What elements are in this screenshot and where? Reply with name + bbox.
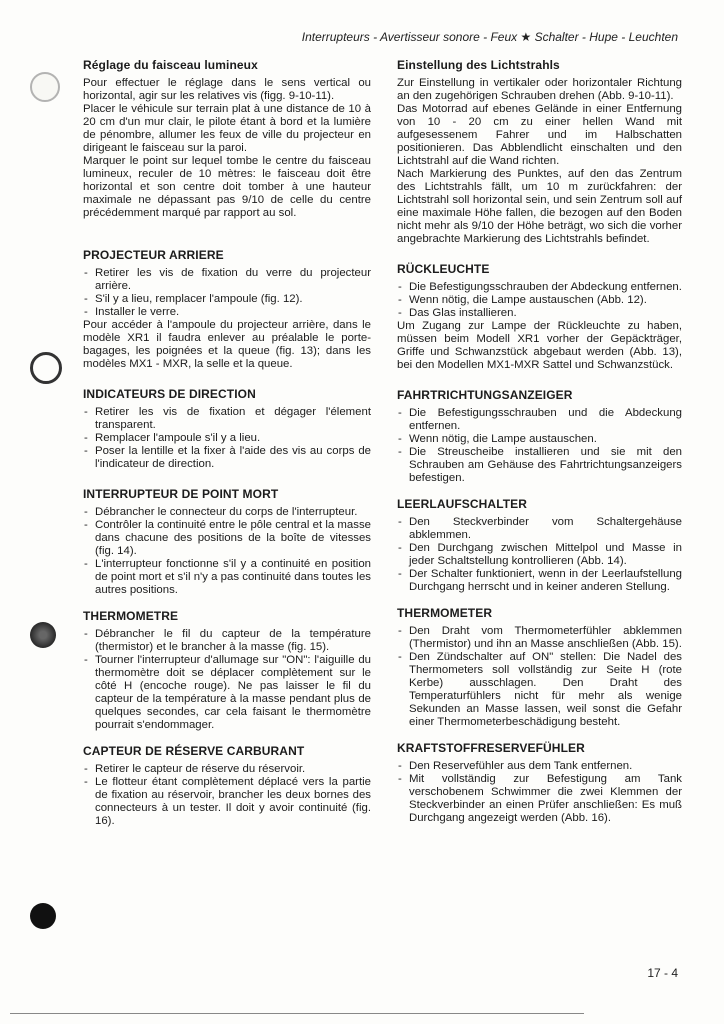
list-item: - Wenn nötig, die Lampe austauschen (Abb. 12).	[397, 294, 682, 307]
binder-hole-mark	[30, 903, 56, 929]
step-list	[83, 763, 371, 828]
section-rueckleuchte	[397, 262, 682, 372]
section-indicateurs-direction	[83, 387, 371, 471]
list-item: - Den Durchgang zwischen Mittelpol und Masse in jeder Schaltstellung kontrollieren (Abb. 14).	[397, 542, 682, 568]
step-list	[83, 506, 371, 597]
paragraph: Pour accéder à l'ampoule du projecteur arrière, dans le modèle XR1 il faudra enlever au préalable le porte-bagages, les poignées et la queue (fig. 13); dans les modèles MX1 - MXR, la selle et la queue.	[83, 319, 371, 370]
section-title: RÜCKLEUCHTE	[397, 262, 490, 276]
section-kraftstoffreservefuehler	[397, 741, 682, 825]
step-list	[397, 625, 682, 729]
paragraph: Marquer le point sur lequel tombe le centre du faisceau lumineux, reculer de 10 mètres: le faisceau doit être horizontal et son centre doit tomber à une hauteur maximale ne dépassant pas 9/10 de celle du centre précédemment marqué par rapport au sol.	[83, 155, 371, 219]
section-title: FAHRTRICHTUNGSANZEIGER	[397, 388, 573, 402]
german-column	[397, 58, 682, 825]
bottom-edge-line	[10, 1013, 584, 1014]
section-title: Einstellung des Lichtstrahls	[397, 58, 560, 72]
list-item: - Den Zündschalter auf ON" stellen: Die Nadel des Thermometers soll vollständig zur Seite H (rote Kerbe) ausschlagen. Den Draht des Temperaturfühlers nicht für mehr als wenige Sekunden an Masse lassen, weil sonst die Gefahr einer Thermometerbeschädigung besteht.	[397, 651, 682, 729]
list-item: - Mit vollständig zur Befestigung am Tank verschobenem Schwimmer die zwei Klemmen der Steckverbinder an einen Prüfer anschließen: Es muß Durchgang angezeigt werden (Abb. 16).	[397, 773, 682, 825]
section-fahrtrichtungsanzeiger	[397, 388, 682, 485]
list-item: - Die Befestigungsschrauben und die Abdeckung entfernen.	[397, 407, 682, 433]
section-title: THERMOMETER	[397, 606, 493, 620]
paragraph: Placer le véhicule sur terrain plat à une distance de 10 à 20 cm d'un mur clair, le pilote étant à bord et la lumière de pénombre, allumer les feux de ville du projecteur en dirigeant le faisceau sur la paroi.	[83, 103, 371, 154]
list-item: - Installer le verre.	[83, 306, 371, 319]
list-item: - Le flotteur étant complètement déplacé vers la partie de fixation au réservoir, brancher les deux bornes des connecteurs à un tester. Il doit y avoir continuité (fig. 16).	[83, 776, 371, 828]
list-item: - Retirer les vis de fixation du verre du projecteur arrière.	[83, 267, 371, 293]
binder-hole-mark	[30, 352, 62, 384]
section-title: INTERRUPTEUR DE POINT MORT	[83, 487, 279, 501]
section-title: INDICATEURS DE DIRECTION	[83, 387, 256, 401]
list-item: - Das Glas installieren.	[397, 307, 682, 320]
binder-hole-mark	[30, 72, 60, 102]
step-list	[397, 516, 682, 594]
section-title: Réglage du faisceau lumineux	[83, 58, 258, 72]
paragraph: Nach Markierung des Punktes, auf den das Zentrum des Lichtstrahls fällt, um 10 m zurückfahren: der Lichtstrahl soll horizontal sein, und sein Zentrum soll auf eine maximale Höhe fallen, die bezogen auf den Boden nicht mehr als 9/10 der Höhe beträgt, wo sich die vorher angebrachte Markierung des Lichtstrahls befindet.	[397, 168, 682, 245]
french-column	[83, 58, 371, 828]
list-item: - Contrôler la continuité entre le pôle central et la masse dans chacune des positions de la boîte de vitesses (fig. 14).	[83, 519, 371, 558]
list-item: - Remplacer l'ampoule s'il y a lieu.	[83, 432, 371, 445]
list-item: - Retirer le capteur de réserve du réservoir.	[83, 763, 371, 776]
page-number: 17 - 4	[647, 966, 678, 980]
list-item: - Débrancher le fil du capteur de la température (thermistor) et le brancher à la masse (fig. 15).	[83, 628, 371, 654]
section-title: THERMOMETRE	[83, 609, 179, 623]
step-list	[83, 406, 371, 471]
section-thermometer	[397, 606, 682, 729]
running-header: Interrupteurs - Avertisseur sonore - Feux ★ Schalter - Hupe - Leuchten	[301, 30, 678, 44]
section-thermometre	[83, 609, 371, 732]
section-title: PROJECTEUR ARRIERE	[83, 248, 224, 262]
list-item: - Den Draht vom Thermometerfühler abklemmen (Thermistor) und ihn an Masse anschließen (Abb. 15).	[397, 625, 682, 651]
step-list	[397, 407, 682, 485]
paragraph: Um Zugang zur Lampe der Rückleuchte zu haben, müssen beim Modell XR1 vorher der Gepäckträger, Griffe und Schwanzstück abgebaut werden (Abb. 13), bei den Modellen MX1-MXR Sattel und Schwanzstück.	[397, 320, 682, 371]
section-capteur-reserve	[83, 744, 371, 828]
list-item: - Wenn nötig, die Lampe austauschen.	[397, 433, 682, 446]
list-item: - L'interrupteur fonctionne s'il y a continuité en position de point mort et s'il n'y a pas continuité dans toutes les autres positions.	[83, 558, 371, 597]
paragraph: Zur Einstellung in vertikaler oder horizontaler Richtung an den zugehörigen Schrauben drehen (Abb. 9-10-11).	[397, 77, 682, 102]
list-item: - Den Steckverbinder vom Schaltergehäuse abklemmen.	[397, 516, 682, 542]
step-list	[397, 760, 682, 825]
section-reglage-faisceau	[83, 58, 371, 220]
step-list	[83, 628, 371, 732]
section-title: LEERLAUFSCHALTER	[397, 497, 528, 511]
list-item: - Der Schalter funktioniert, wenn in der Leerlaufstellung Durchgang herrscht und in keiner anderen Stellung.	[397, 568, 682, 594]
step-list	[397, 281, 682, 320]
paragraph: Pour effectuer le réglage dans le sens vertical ou horizontal, agir sur les relatives vis (figg. 9-10-11).	[83, 77, 371, 102]
list-item: - Retirer les vis de fixation et dégager l'élement transparent.	[83, 406, 371, 432]
step-list	[83, 267, 371, 319]
section-interrupteur-point-mort	[83, 487, 371, 597]
list-item: - Die Streuscheibe installieren und sie mit den Schrauben am Gehäuse des Fahrtrichtungsanzeigers befestigen.	[397, 446, 682, 485]
list-item: - Débrancher le connecteur du corps de l'interrupteur.	[83, 506, 371, 519]
binder-hole-mark	[30, 622, 56, 648]
section-leerlaufschalter	[397, 497, 682, 594]
list-item: - Die Befestigungsschrauben der Abdeckung entfernen.	[397, 281, 682, 294]
section-title: KRAFTSTOFFRESERVEFÜHLER	[397, 741, 585, 755]
section-title: CAPTEUR DE RÉSERVE CARBURANT	[83, 744, 305, 758]
section-einstellung-lichtstrahl	[397, 58, 682, 246]
list-item: - Tourner l'interrupteur d'allumage sur "ON": l'aiguille du thermomètre doit se déplacer complètement sur le côté H (encoche rouge). Ne pas laisser le fil du capteur de la température à la masse pendant plus de quelques secondes, car cela faisant le thermomètre pourrait s'endommager.	[83, 654, 371, 732]
paragraph: Das Motorrad auf ebenes Gelände in einer Entfernung von 10 - 20 cm zu einer hellen Wand mit aufgesessenem Fahrer und im Halbschatten positionieren. Das Abblendlicht einschalten und den Lichtstrahl auf die Wand richten.	[397, 103, 682, 167]
section-projecteur-arriere	[83, 248, 371, 371]
list-item: - S'il y a lieu, remplacer l'ampoule (fig. 12).	[83, 293, 371, 306]
list-item: - Den Reservefühler aus dem Tank entfernen.	[397, 760, 682, 773]
list-item: - Poser la lentille et la fixer à l'aide des vis au corps de l'indicateur de direction.	[83, 445, 371, 471]
